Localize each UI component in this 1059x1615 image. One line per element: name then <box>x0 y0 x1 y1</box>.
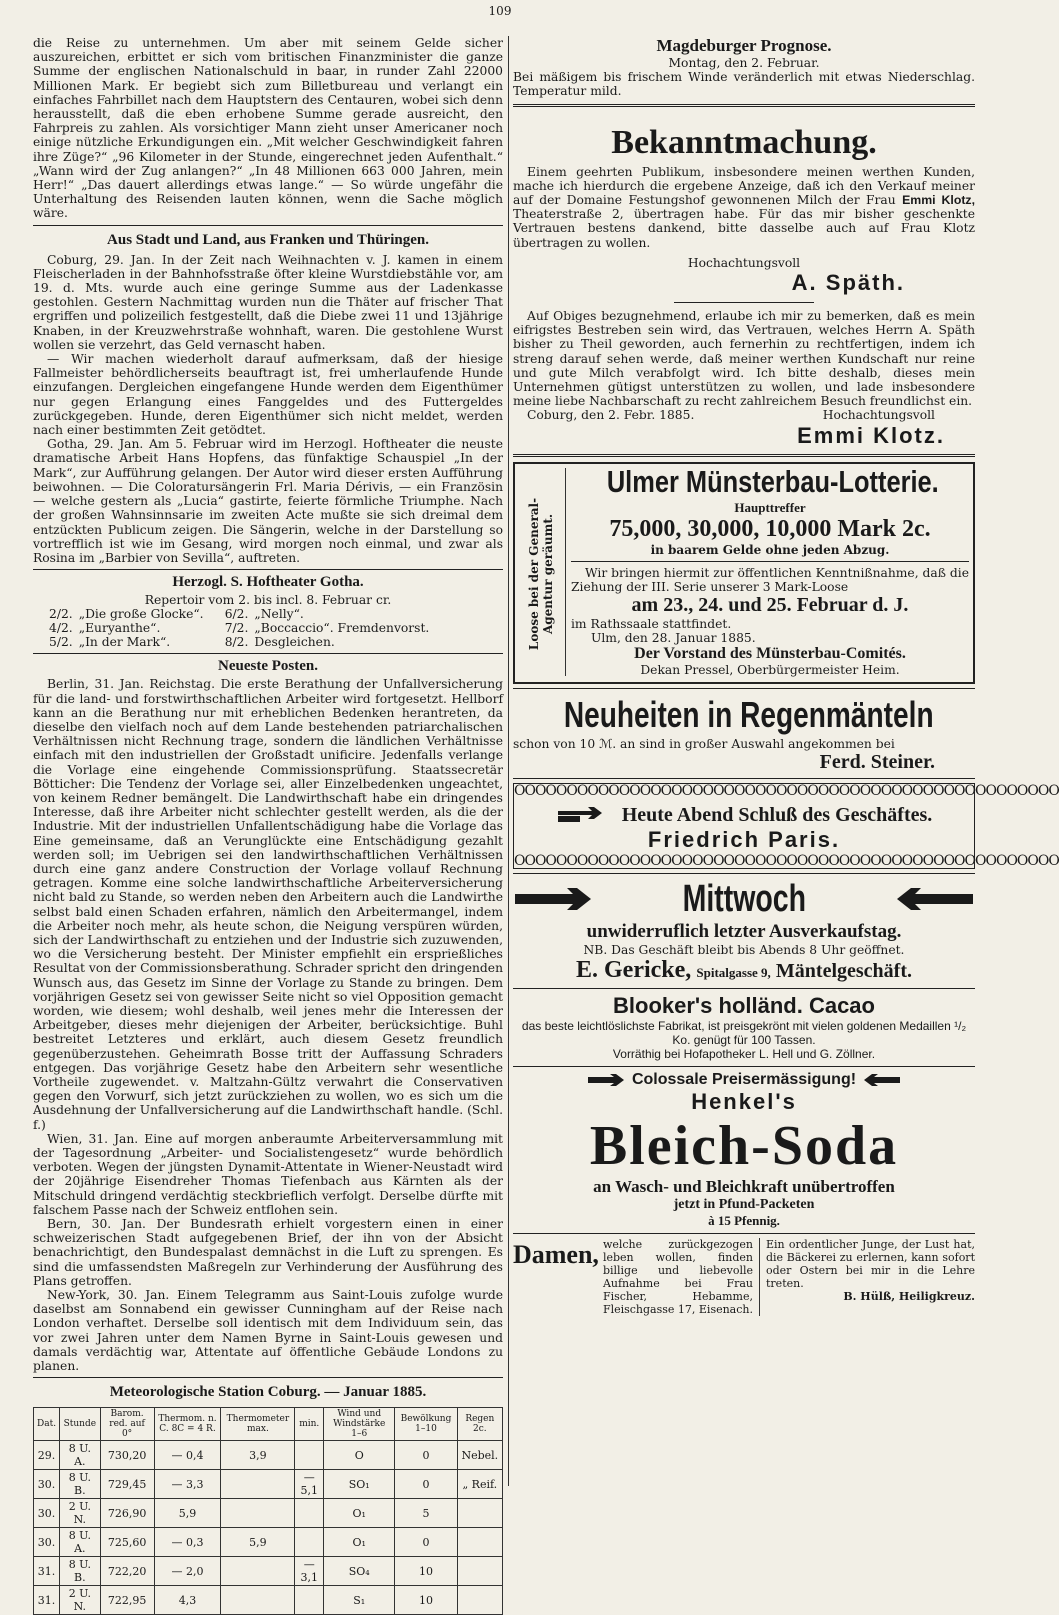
meteo-table <box>33 1407 503 1615</box>
column-divider <box>508 36 509 1486</box>
travel-story-text: die Reise zu unternehmen. Um aber mit seinem Gelde sicher auszureichen, erbittet er sich vom britischen Finanzminister die ganze Summe der englischen Nationalschuld in baar, in runder Zahl 22000 Millionen Mark. Er begiebt sich zum Billetbureau und verlangt ein einfaches Fahrbillet nach dem Hauptstern des Centauren, wobei sich denn herausstellt, daß die eben erhobene Summe gerade ausreicht, den Fahrpreis zu zahlen. Als vorsichtiger Mann zieht unser Americaner noch einige nützliche Erkundigungen ein. „Mit welcher Geschwindigkeit fahren ihre Züge?“ „96 Kilometer in der Stunde, eingerechnet jeden Aufenthalt.“ „Wann wird der Zug anlangen?“ „In 48 Millionen 663 000 Jahren, mein Herr!“ „Das dauert allerdings etwas lange.“ — So würde ungefähr die Unterhaltung des Reisenden lauten können, wenn die Sache möglich wäre. <box>33 36 503 221</box>
divider <box>513 873 975 874</box>
announcement-name: Emmi Klotz, <box>902 193 975 208</box>
meteo-row <box>34 1528 503 1557</box>
divider <box>33 653 503 654</box>
chain-border-top: OOOOOOOOOOOOOOOOOOOOOOOOOOOOOOOOOOOOOOOOOOOOOOOOOOOO <box>514 782 1059 799</box>
meteo-cell: O₁ <box>324 1499 395 1528</box>
henkel-top <box>513 1071 975 1089</box>
news-berlin: Berlin, 31. Jan. Reichstag. Die erste Berathung der Unfallversicherung für die land- und forstwirthschaftlichen Arbeiter wird fortgesetzt. Hellborf kann an die Berathung nur mit erheblichen Bedenken herantreten, da dieselbe den vielfach noch auf dem Lande bestehenden patriarchalischen Verhältnissen nicht Rechnung trage, sondern die ländlichen Verhältnisse einfach mit den industriellen der Großstadt unificire. Jedenfalls verlange die Vorlage eine eingehende Commissionsprüfung. Staatssecretär Bötticher: Die Tendenz der Vorlage sei, aller Einzelbedenken ungeachtet, von keinem Redner bemängelt. Die Landwirthschaft habe ein dringendes Interesse, daß ihre Arbeiter nicht schlechter gestellt werden, als die der Industrie. Mit der industriellen Unfallentschädigung habe die Vorlage das Eine gemeinsame, daß an Verunglückte eine Entschädigung gezahlt werden soll; im Uebrigen sei den landwirthschaftlichen Verhältnissen durch eine ganz andere Construction der Vorlage vollauf Rechnung getragen. Komme eine solche landwirthschaftliche Arbeiterversicherung nicht bald zu Stande, so werden neben den Arbeitern auch die Landwirthe selbst bald einen Schaden erfahren, nämlich den Arbeitermangel, indem die Arbeiter noch mehr, als heute schon, die Neigung verspüren würden, sich der Landwirthschaft zu entziehen und der Industrie sich zuzuwenden, wo die Versicherung besteht. Der Minister empfiehlt ein ersprießliches Resultat von der Commissionsberathung. Schrader spricht den dringenden Wunsch aus, das Gesetz im Sinne der Vorlage zu Stande zu bringen. Dem vorjährigen Gesetz sei von gewisser Seite nicht so viel Opposition gemacht worden, wie diesem; wohl deshalb, weil jenes mehr die Interessen der Arbeitgeber, dieses mehr diejenigen der Arbeiter, berücksichtige. Buhl bestreitet Letzteres und erklärt, auch diesem Gesetz freundlich gegenüberzustehen. Geheimrath Bosse tritt der Auffassung Schraders entgegen. Das vorjährige Gesetz habe den Arbeitern sehr wesentliche Vortheile zugewendet. v. Maltzahn-Gültz verwahrt die Conservativen gegen den Vorwurf, sich jetzt zurückziehen zu wollen, wo es sich um die Ausdehnung der Unfallversicherung auf die Landwirthschaft handle. (Schl. f.) <box>33 677 503 1132</box>
meteo-cell <box>221 1499 295 1528</box>
meteo-cell: 5,9 <box>154 1499 221 1528</box>
meteo-cell: 0 <box>395 1470 457 1499</box>
meteo-cell: Nebel. <box>457 1441 502 1470</box>
bottom-ads <box>513 1238 975 1316</box>
meteo-cell: 3,9 <box>221 1441 295 1470</box>
meteo-cell <box>457 1499 502 1528</box>
prognosis-title: Magdeburger Prognose. <box>656 36 832 55</box>
meteo-title: Meteorologische Station Coburg. — Januar 1885. <box>109 1384 427 1401</box>
news-wien: Wien, 31. Jan. Eine auf morgen anberaumte Arbeiterversammlung mit der Tagesordnung „Arbeiter- und Socialistengesetz“ wurde behördlich verboten. Wegen der jüngsten Dynamit-Attentate in Wiener-Neustadt wird der 20jährige Eisendreher Thomas Tiefenbach aus Kärnten als der Mitschuld dringend verdächtig steckbrieflich verfolgt. Derselbe dürfte mit falschem Passe nach der Schweiz entflohen sein. <box>33 1131 503 1217</box>
meteo-cell: 722,20 <box>100 1557 154 1586</box>
meteo-row <box>34 1557 503 1586</box>
announcement2-date: Coburg, den 2. Febr. 1885. <box>527 408 695 423</box>
damen-text: welche zurückgezogen leben wollen, finden billige und liebevolle Aufnahme bei Frau Fischer, Hebamme, Fleischgasse 17, Eisenach. <box>602 1237 753 1316</box>
meteo-header-cell: Bewölkung 1–10 <box>395 1408 457 1441</box>
henkel-slogan: an Wasch- und Bleichkraft unübertroffen <box>593 1176 895 1196</box>
lottery-side-text: Loose bei der General-Agentur geräumt. <box>527 497 555 650</box>
repertoire-row <box>49 607 435 621</box>
meteo-header-cell: min. <box>295 1408 324 1441</box>
repertoire-cell: 8/2. <box>224 635 249 650</box>
meteo-cell: O <box>324 1441 395 1470</box>
meteo-cell: 0 <box>395 1528 457 1557</box>
meteo-cell: 8 U. B. <box>60 1470 101 1499</box>
lottery-title: Ulmer Münsterbau-Lotterie. <box>606 463 939 499</box>
meteo-cell: 5,9 <box>221 1528 295 1557</box>
mittwoch-address: Spitalgasse 9, <box>696 965 771 981</box>
henkel-name: Henkel's <box>691 1088 797 1114</box>
right-column <box>513 36 1059 1316</box>
paris-line <box>514 804 974 827</box>
mittwoch-header <box>513 878 975 921</box>
raincoat-signature: Ferd. Steiner. <box>819 750 935 773</box>
chain-border-bottom: OOOOOOOOOOOOOOOOOOOOOOOOOOOOOOOOOOOOOOOOOOOOOOOOOOOO <box>514 852 1059 869</box>
mittwoch-title: Mittwoch <box>682 877 806 920</box>
henkel-product: Bleich-Soda <box>589 1114 899 1177</box>
divider <box>513 778 975 779</box>
repertoire-row <box>49 635 435 649</box>
meteo-cell <box>295 1586 324 1615</box>
repertoire-cell: 5/2. <box>49 635 73 650</box>
meteo-cell: — 3,3 <box>154 1470 221 1499</box>
meteo-cell: O₁ <box>324 1528 395 1557</box>
raincoat-title: Neuheiten in Regenmänteln <box>563 693 934 735</box>
announcement-text-a: Einem geehrten Publikum, insbesondere meinen werthen Kunden, mache ich hierdurch die ergebene Anzeige, daß ich den Verkauf meiner auf der Domaine Festungshof gewonnenen Milch der Frau <box>513 164 975 208</box>
meteo-cell: 30. <box>34 1470 60 1499</box>
paris-text: Heute Abend Schluß des Geschäftes. <box>621 803 933 826</box>
meteo-cell: SO₄ <box>324 1557 395 1586</box>
repertoire-title: Repertoir vom 2. bis incl. 8. Februar cr. <box>144 593 392 608</box>
lottery-names: Dekan Pressel, Oberbürgermeister Heim. <box>640 663 900 678</box>
theater-title: Herzogl. S. Hoftheater Gotha. <box>172 574 364 591</box>
meteo-cell: 726,90 <box>100 1499 154 1528</box>
meteo-cell: — 2,0 <box>154 1557 221 1586</box>
repertoire-cell: 2/2. <box>49 607 73 622</box>
paris-name: Friedrich Paris. <box>647 826 841 852</box>
junge-ad <box>766 1238 975 1316</box>
meteo-cell: 31. <box>34 1557 60 1586</box>
meteo-cell: 29. <box>34 1441 60 1470</box>
meteo-cell: —3,1 <box>295 1557 324 1586</box>
meteo-row <box>34 1499 503 1528</box>
announcement-title: Bekanntmachung. <box>611 123 877 161</box>
announcement2-signature: Emmi Klotz. <box>797 422 945 448</box>
news-coburg-dogs: — Wir machen wiederholt darauf aufmerksam, daß der hiesige Fallmeister behördlicherseits beauftragt ist, frei umherlaufende Hunde einzufangen. Dergleichen eingefangene Hunde werden dem Eigenthümer nur gegen Erlangung eines Fanggeldes und des Futtergeldes zurückgegeben. Hunde, deren Eigenthümer sich nicht meldet, werden nach einer bestimmten Zeit getödtet. <box>33 352 503 438</box>
meteo-row <box>34 1470 503 1499</box>
lottery-prizes: 75,000, 30,000, 10,000 Mark 2c. <box>609 515 931 542</box>
mittwoch-name: E. Gericke, <box>576 957 692 984</box>
meteo-header-cell: Thermometer max. <box>221 1408 295 1441</box>
raincoat-text: schon von 10 ℳ. an sind in großer Auswahl angekommen bei <box>513 736 895 751</box>
pointing-hand-icon <box>556 806 616 824</box>
news-coburg: Coburg, 29. Jan. In der Zeit nach Weihnachten v. J. kamen in einem Fleischerladen in der Bahnhofsstraße öfter kleine Wurstdiebstähle vor, am 19. d. Mts. wurde auch eine geringe Summe aus der Ladenkasse gestohlen. Gestern Nachmittag wurden nun die Thäter auf frischer That ergriffen und polizeilich festgestellt, daß die Diebe zwei 11 und 13jährige Knaben, in der Kreuzwehrstraße wohnhaft, waren. Die gestohlene Wurst wollen sie verzehrt, das Geld vernascht haben. <box>33 252 503 352</box>
lottery-committee: Der Vorstand des Münsterbau-Comités. <box>634 645 906 663</box>
lottery-place: im Rathssaale stattfindet. <box>571 617 732 632</box>
meteo-cell <box>295 1441 324 1470</box>
meteo-row <box>34 1441 503 1470</box>
mittwoch-shop-line <box>513 957 975 984</box>
meteo-cell: —5,1 <box>295 1470 324 1499</box>
meteo-cell: — 0,4 <box>154 1441 221 1470</box>
meteo-cell <box>295 1499 324 1528</box>
repertoire-cell: 7/2. <box>224 621 249 636</box>
lottery-dates: am 23., 24. und 25. Februar d. J. <box>631 594 909 617</box>
repertoire-cell: „Die große Glocke“. <box>78 607 204 622</box>
junge-text: Ein ordentlicher Junge, der Lust hat, die Bäckerei zu erlernen, kann sofort oder Ostern bei mir in die Lehre treten. <box>766 1237 975 1290</box>
meteo-cell: 2 U. N. <box>60 1499 101 1528</box>
lottery-location: Ulm, den 28. Januar 1885. <box>591 631 756 646</box>
pointing-hand-icon <box>862 1073 902 1087</box>
divider <box>513 1066 975 1067</box>
meteo-cell: 5 <box>395 1499 457 1528</box>
mittwoch-shop: Mäntelgeschäft. <box>775 960 912 983</box>
meteo-cell: „ Reif. <box>457 1470 502 1499</box>
repertoire-cell: „Nelly“. <box>254 607 304 622</box>
divider <box>674 302 814 303</box>
divider <box>33 569 503 570</box>
repertoire-cell: Desgleichen. <box>254 635 335 650</box>
repertoire-cell: „Boccaccio“. Fremdenvorst. <box>254 621 430 636</box>
junge-signature: B. Hülß, Heiligkreuz. <box>843 1289 975 1303</box>
cacao-text: das beste leichtlöslichste Fabrikat, ist preisgekrönt mit vielen goldenen Medaillen ¹/₂ Ko. genügt für 100 Tassen. <box>521 1019 967 1048</box>
meteo-cell <box>221 1557 295 1586</box>
pointing-hand-icon <box>885 886 975 912</box>
damen-ad <box>513 1238 753 1316</box>
lottery-subtitle: Haupttreffer <box>734 499 806 515</box>
announcement-text <box>513 165 975 250</box>
meteo-cell: 725,60 <box>100 1528 154 1557</box>
meteo-cell: 10 <box>395 1557 457 1586</box>
meteo-cell <box>457 1528 502 1557</box>
divider <box>513 1233 975 1234</box>
meteo-header-cell: Barom. red. auf 0° <box>100 1408 154 1441</box>
ad-divider <box>759 1238 760 1316</box>
meteo-cell: 4,3 <box>154 1586 221 1615</box>
meteo-cell: SO₁ <box>324 1470 395 1499</box>
meteo-cell: 8 U. A. <box>60 1528 101 1557</box>
henkel-price: à 15 Pfennig. <box>708 1212 780 1228</box>
meteo-cell: 729,45 <box>100 1470 154 1499</box>
meteo-header-cell: Wind und Windstärke 1–6 <box>324 1408 395 1441</box>
pointing-hand-icon <box>586 1073 626 1087</box>
section-title-local: Aus Stadt und Land, aus Franken und Thüringen. <box>107 231 429 248</box>
announcement2-text: Auf Obiges bezugnehmend, erlaube ich mir zu bemerken, daß es mein eifrigstes Bestreben sein wird, das Vertrauen, welches Herrn A. Späth bisher zu Theil geworden, auch fernerhin zu rechtfertigen, indem ich streng darauf sehen werde, daß meiner werthen Kundschaft nur reine und gute Milch verabfolgt wird. Ich bitte deshalb, dieses mein Unternehmen gütigst unterstützen zu wollen, und lade insbesondere meine liebe Nachbarschaft zu recht zahlreichem Besuch freundlichst ein. <box>513 309 975 409</box>
meteo-cell: 8 U. B. <box>60 1557 101 1586</box>
repertoire-cell: 4/2. <box>49 621 73 636</box>
meteo-cell <box>295 1528 324 1557</box>
meteo-cell: 722,95 <box>100 1586 154 1615</box>
repertoire-cell: „In der Mark“. <box>78 635 171 650</box>
meteo-header-cell: Thermom. n. C. 8C = 4 R. <box>154 1408 221 1441</box>
announcement-text-b: Theaterstraße 2, übertragen habe. Für das mir bisher geschenkte Vertrauen bestens dankend, bitte dasselbe auch auf Frau Klotz übertragen zu wollen. <box>513 207 975 250</box>
lottery-ad <box>513 462 975 684</box>
repertoire-table <box>49 607 435 649</box>
meteo-cell: 31. <box>34 1586 60 1615</box>
meteo-cell: 2 U. N. <box>60 1586 101 1615</box>
meteo-cell: 10 <box>395 1586 457 1615</box>
page-number: 109 <box>488 4 512 18</box>
mittwoch-subtitle: unwiderruflich letzter Ausverkaufstag. <box>586 920 902 942</box>
repertoire-cell: 6/2. <box>224 607 249 622</box>
meteo-cell: 8 U. A. <box>60 1441 101 1470</box>
announcement-greeting: Hochachtungsvoll <box>687 255 801 270</box>
lottery-body <box>571 464 969 678</box>
divider <box>33 225 503 226</box>
meteo-cell: 730,20 <box>100 1441 154 1470</box>
divider <box>513 454 975 457</box>
paris-ad <box>513 782 1059 869</box>
meteo-header-cell: Stunde <box>60 1408 101 1441</box>
prognosis-text: Bei mäßigem bis frischem Winde veränderlich mit etwas Niederschlag. Temperatur mild. <box>513 70 975 99</box>
meteo-cell: S₁ <box>324 1586 395 1615</box>
meteo-row <box>34 1586 503 1615</box>
henkel-discount: Colossale Preisermässigung! <box>631 1070 857 1088</box>
meteo-header-cell: Regen 2c. <box>457 1408 502 1441</box>
prognosis-date: Montag, den 2. Februar. <box>668 56 820 70</box>
pointing-hand-icon <box>513 886 603 912</box>
divider <box>571 561 969 562</box>
left-column <box>33 36 503 1615</box>
meteo-cell: 0 <box>395 1441 457 1470</box>
divider <box>513 688 975 689</box>
meteo-cell: 30. <box>34 1499 60 1528</box>
damen-title: Damen, <box>513 1239 599 1269</box>
divider <box>33 1377 503 1378</box>
meteo-cell: 30. <box>34 1528 60 1557</box>
divider <box>513 988 975 989</box>
announcement-signature: A. Späth. <box>791 270 905 296</box>
meteo-cell <box>457 1586 502 1615</box>
lottery-cash: in baarem Gelde ohne jeden Abzug. <box>650 542 890 557</box>
announcement2-footer <box>513 408 975 422</box>
meteo-cell <box>221 1470 295 1499</box>
henkel-packets: jetzt in Pfund-Packeten <box>673 1196 815 1212</box>
lottery-text: Wir bringen hiermit zur öffentlichen Kenntnißnahme, daß die Ziehung der III. Serie unserer 3 Mark-Loose <box>571 565 969 594</box>
section-title-news: Neueste Posten. <box>218 658 318 675</box>
meteo-header-cell: Dat. <box>34 1408 60 1441</box>
meteo-cell <box>221 1586 295 1615</box>
repertoire-row <box>49 621 435 635</box>
announcement2-greeting: Hochachtungsvoll <box>822 408 935 423</box>
news-bern: Bern, 30. Jan. Der Bundesrath erhielt vorgestern einen in einer schweizerischen Stadt aufgegebenen Brief, der ihn von der Absicht benachrichtigt, den Bundespalast demnächst in die Luft zu sprengen. Es sind die umfassendsten Maßregeln zur Verhinderung der Ausführung des Plans getroffen. <box>33 1217 503 1288</box>
news-newyork: New-York, 30. Jan. Einem Telegramm aus Saint-Louis zufolge wurde daselbst am Sonnabend ein gewisser Cunningham auf der Reise nach London verhaftet. Derselbe soll identisch mit dem Individuum sein, das vor zwei Jahren unter dem Namen Byrne in Saint-Louis gewesen und damals verdächtig war, Attentate auf öffentliche Gebäude Londons zu planen. <box>33 1288 503 1374</box>
divider <box>513 104 975 107</box>
repertoire-cell: „Euryanthe“. <box>78 621 161 636</box>
mittwoch-note: NB. Das Geschäft bleibt bis Abends 8 Uhr geöffnet. <box>583 942 905 957</box>
news-gotha: Gotha, 29. Jan. Am 5. Februar wird im Herzogl. Hoftheater die neuste dramatische Arbeit Hans Hopfens, das fünfaktige Schauspiel „In der Mark“, zur Aufführung gelangen. Der Autor wird dieser ersten Aufführung beiwohnen. — Die Coloratursängerin Frl. Maria Dérivis, — ein Französin — welche gestern als „Lucia“ gastirte, feierte förmliche Triumphe. Nach der großen Wahnsinnsarie im zweiten Acte mußte sie sich dreimal dem entzückten Publicum zeigen. Die Sängerin, welche in der Darstellung so vortrefflich ist wie im Gesang, wird morgen noch einmal, und zwar als Rosina im „Barbier von Sevilla“, auftreten. <box>33 437 503 565</box>
meteo-cell: — 0,3 <box>154 1528 221 1557</box>
meteo-cell <box>457 1557 502 1586</box>
cacao-title: Blooker's holländ. Cacao <box>613 993 875 1019</box>
cacao-sale: Vorräthig bei Hofapotheker L. Hell und G. Zöllner. <box>612 1047 876 1062</box>
lottery-side-panel <box>519 468 566 676</box>
